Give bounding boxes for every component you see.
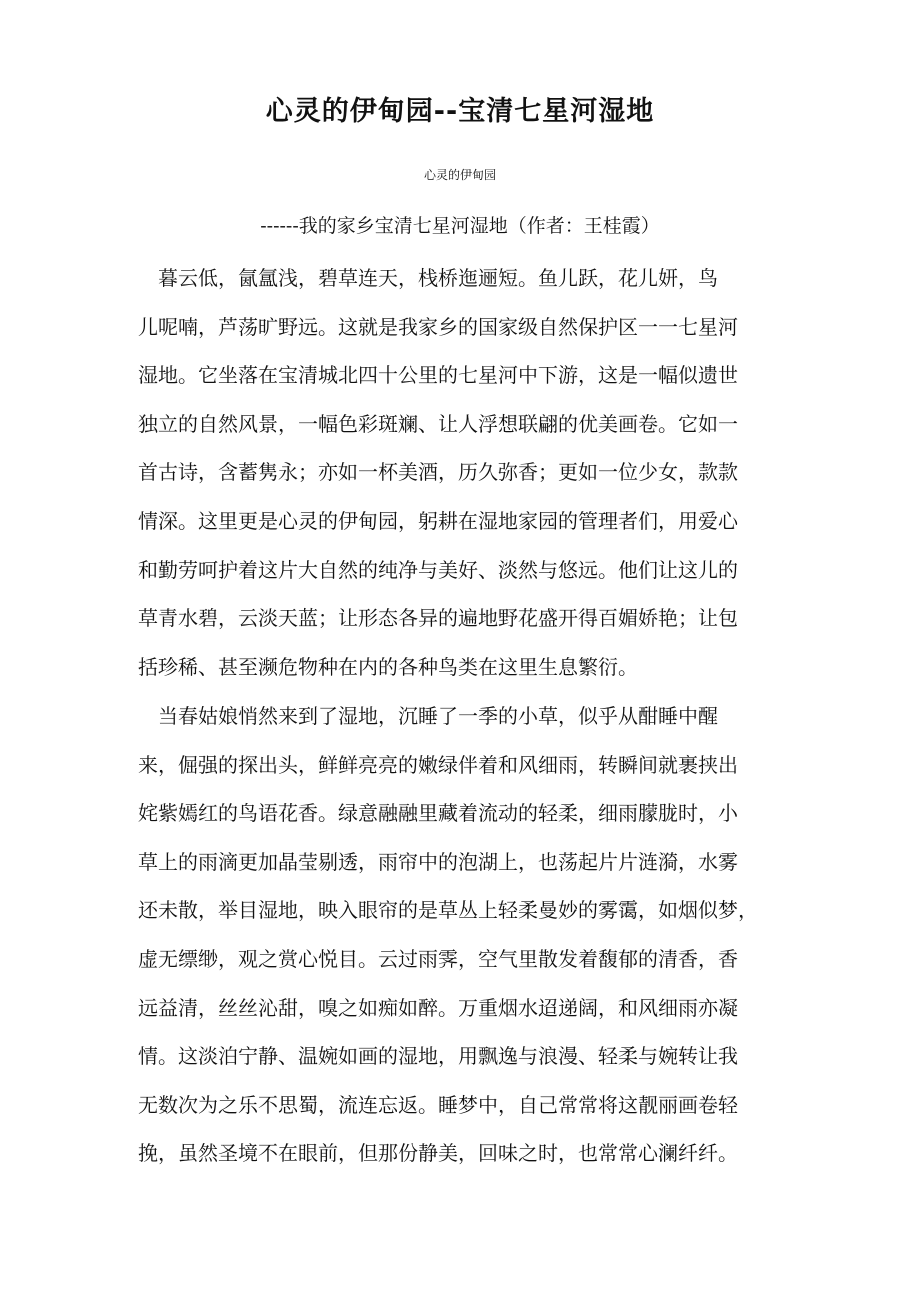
paragraph-line: 括珍稀、甚至濒危物种在内的各种鸟类在这里生息繁衍。 xyxy=(138,654,638,679)
paragraph-line: 和勤劳呵护着这片大自然的纯净与美好、淡然与悠远。他们让这儿的 xyxy=(138,557,738,582)
paragraph-line: 草青水碧，云淡天蓝；让形态各异的遍地野花盛开得百媚娇艳；让包 xyxy=(138,606,738,631)
paragraph-line: 情。这淡泊宁静、温婉如画的湿地，用飘逸与浪漫、轻柔与婉转让我 xyxy=(138,1044,738,1069)
paragraph-2 xyxy=(138,692,798,1178)
paragraph-line: 挽，虽然圣境不在眼前，但那份静美，回味之时，也常常心澜纤纤。 xyxy=(138,1141,738,1166)
paragraph-line: 暮云低，氤氲浅，碧草连天，栈桥迤逦短。鱼儿跃，花儿妍，鸟 xyxy=(138,266,718,290)
document-byline: ------我的家乡宝清七星河湿地（作者：王桂霞） xyxy=(260,215,660,237)
paragraph-line: 情深。这里更是心灵的伊甸园，躬耕在湿地家园的管理者们，用爱心 xyxy=(138,508,738,533)
paragraph-line: 姹紫嫣红的鸟语花香。绿意融融里藏着流动的轻柔，细雨朦胧时，小 xyxy=(138,801,738,826)
paragraph-line: 远益清，丝丝沁甜，嗅之如痴如醉。万重烟水迢递阔，和风细雨亦凝 xyxy=(138,995,738,1020)
paragraph-line: 独立的自然风景，一幅色彩斑斓、让人浮想联翩的优美画卷。它如一 xyxy=(138,411,738,436)
paragraph-line: 首古诗，含蓄隽永；亦如一杯美酒，历久弥香；更如一位少女，款款 xyxy=(138,460,738,485)
paragraph-line: 当春姑娘悄然来到了湿地，沉睡了一季的小草，似乎从酣睡中醒 xyxy=(138,704,718,728)
paragraph-line: 草上的雨滴更加晶莹剔透，雨帘中的泡湖上，也荡起片片涟漪，水雾 xyxy=(138,849,738,874)
paragraph-line: 虚无缥缈，观之赏心悦目。云过雨霁，空气里散发着馥郁的清香，香 xyxy=(138,946,738,971)
document-title: 心灵的伊甸园--宝清七星河湿地 xyxy=(265,96,655,127)
document-subtitle: 心灵的伊甸园 xyxy=(423,168,496,182)
paragraph-line: 来，倔强的探出头，鲜鲜亮亮的嫩绿伴着和风细雨，转瞬间就裹挟出 xyxy=(138,752,738,777)
paragraph-line: 湿地。它坐落在宝清城北四十公里的七星河中下游，这是一幅似遗世 xyxy=(138,363,738,388)
paragraph-line: 无数次为之乐不思蜀，流连忘返。睡梦中，自己常常将这靓丽画卷轻 xyxy=(138,1092,738,1117)
paragraph-line: 还未散，举目湿地，映入眼帘的是草丛上轻柔曼妙的雾霭，如烟似梦， xyxy=(138,898,758,923)
paragraph-line: 儿呢喃，芦荡旷野远。这就是我家乡的国家级自然保护区一一七星河 xyxy=(138,314,738,339)
paragraph-1 xyxy=(138,254,798,691)
